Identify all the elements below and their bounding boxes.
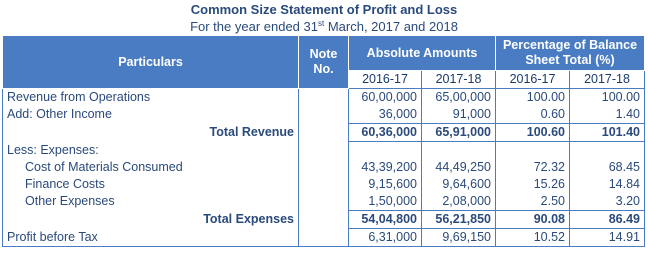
- amount-cell: 9,69,150: [422, 229, 496, 247]
- note-cell: [299, 229, 349, 247]
- amount-cell: 91,000: [422, 106, 496, 124]
- amount-cell: 1,50,000: [349, 193, 422, 211]
- note-header-line2: No.: [313, 62, 334, 76]
- percent-cell: 0.60: [496, 106, 570, 124]
- note-cell: [299, 211, 349, 229]
- percent-cell: [496, 142, 570, 160]
- percentage-header-line1: Percentage of Balance: [502, 38, 638, 52]
- percent-cell: [570, 142, 645, 160]
- percent-cell: 2.50: [496, 193, 570, 211]
- row-label: Add: Other Income: [3, 106, 299, 124]
- percent-cell: 72.32: [496, 159, 570, 176]
- percentage-header-line2: Sheet Total (%): [525, 53, 615, 67]
- amount-cell: [422, 142, 496, 160]
- percent-cell: 101.40: [570, 124, 645, 142]
- note-cell: [299, 159, 349, 176]
- amount-cell: 43,39,200: [349, 159, 422, 176]
- total-row: [3, 211, 645, 229]
- percent-cell: 100.00: [570, 89, 645, 107]
- amount-cell: 44,49,250: [422, 159, 496, 176]
- amount-cell: 56,21,850: [422, 211, 496, 229]
- row-label: Finance Costs: [3, 176, 299, 193]
- percent-cell: 14.91: [570, 229, 645, 247]
- total-row: [3, 124, 645, 142]
- percent-cell: 14.84: [570, 176, 645, 193]
- note-no-header: [299, 36, 349, 89]
- subtitle-text-end: March, 2017 and 2018: [324, 19, 458, 34]
- amount-cell: 65,91,000: [422, 124, 496, 142]
- amount-cell: 2,08,000: [422, 193, 496, 211]
- amount-cell: 36,000: [349, 106, 422, 124]
- table-row: [3, 229, 645, 247]
- percent-cell: 90.08: [496, 211, 570, 229]
- row-label: Profit before Tax: [3, 229, 299, 247]
- percent-cell: 1.40: [570, 106, 645, 124]
- year-header: 2016-17: [496, 71, 570, 89]
- note-cell: [299, 89, 349, 107]
- amount-cell: 60,36,000: [349, 124, 422, 142]
- table-row: [3, 106, 645, 124]
- percent-cell: 86.49: [570, 211, 645, 229]
- table-row: [3, 89, 645, 107]
- percentage-header: [496, 36, 645, 71]
- statement-header: [0, 0, 648, 35]
- note-cell: [299, 142, 349, 160]
- total-label: Total Expenses: [3, 211, 299, 229]
- amount-cell: 65,00,000: [422, 89, 496, 107]
- percent-cell: 10.52: [496, 229, 570, 247]
- subtitle-text: For the year ended 31: [190, 19, 318, 34]
- year-header: 2017-18: [422, 71, 496, 89]
- common-size-table: [2, 35, 645, 247]
- statement-subtitle: [0, 18, 648, 35]
- note-cell: [299, 193, 349, 211]
- percent-cell: 100.00: [496, 89, 570, 107]
- row-label: Revenue from Operations: [3, 89, 299, 107]
- table-row: [3, 142, 645, 160]
- note-cell: [299, 124, 349, 142]
- amount-cell: 60,00,000: [349, 89, 422, 107]
- amount-cell: 54,04,800: [349, 211, 422, 229]
- amount-cell: [349, 142, 422, 160]
- particulars-header: Particulars: [3, 36, 299, 89]
- note-cell: [299, 106, 349, 124]
- absolute-amounts-header: Absolute Amounts: [349, 36, 496, 71]
- total-label: Total Revenue: [3, 124, 299, 142]
- note-header-line1: Note: [309, 47, 338, 61]
- amount-cell: 9,64,600: [422, 176, 496, 193]
- percent-cell: 15.26: [496, 176, 570, 193]
- year-header: 2017-18: [570, 71, 645, 89]
- year-header: 2016-17: [349, 71, 422, 89]
- percent-cell: 100.60: [496, 124, 570, 142]
- subtitle-superscript: st: [317, 19, 325, 28]
- table-row: [3, 159, 645, 176]
- amount-cell: 9,15,600: [349, 176, 422, 193]
- table-row: [3, 193, 645, 211]
- amount-cell: 6,31,000: [349, 229, 422, 247]
- row-label: Less: Expenses:: [3, 142, 299, 160]
- percent-cell: 3.20: [570, 193, 645, 211]
- statement-title: Common Size Statement of Profit and Loss: [190, 2, 458, 17]
- row-label: Other Expenses: [3, 193, 299, 211]
- table-row: [3, 176, 645, 193]
- row-label: Cost of Materials Consumed: [3, 159, 299, 176]
- note-cell: [299, 176, 349, 193]
- percent-cell: 68.45: [570, 159, 645, 176]
